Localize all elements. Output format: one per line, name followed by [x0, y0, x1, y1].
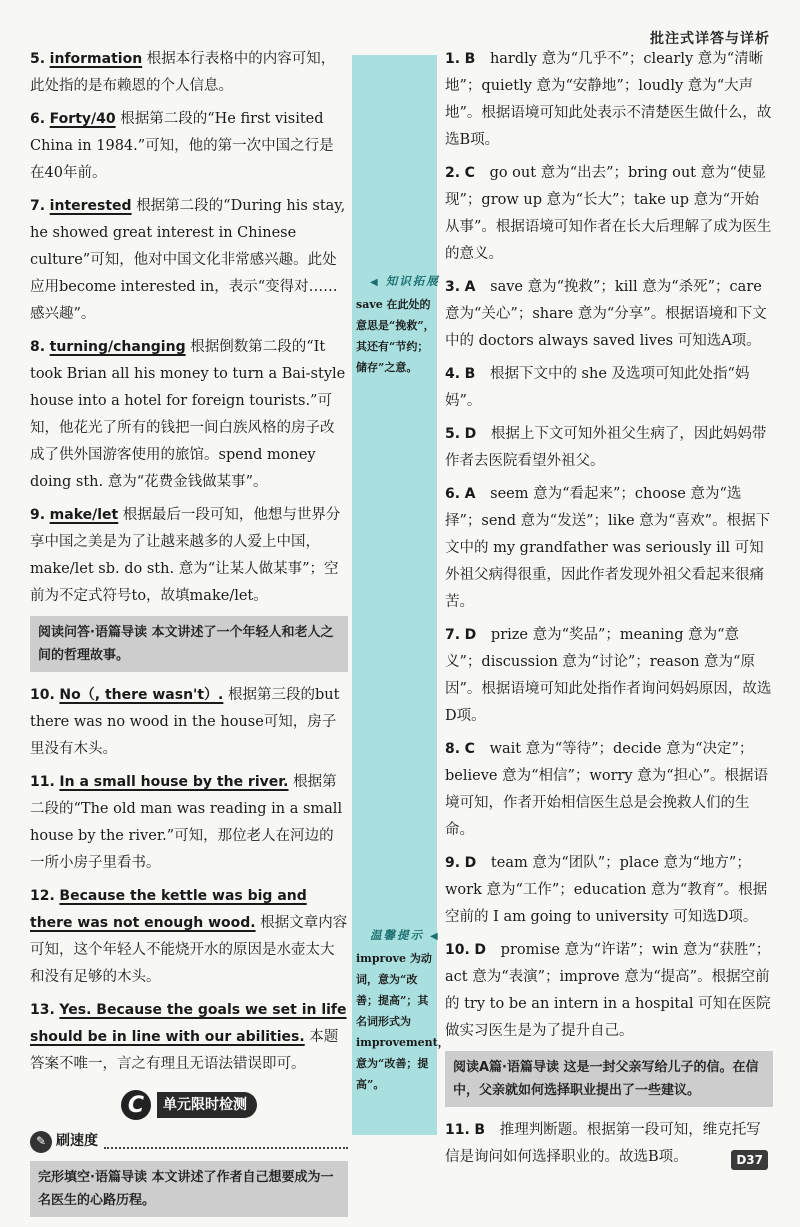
item-explanation: prize 意为“奖品”；meaning 意为“意义”；discussion 意为“讨论”；reason 意为“原因”。根据语境可知此处指作者询问妈妈原因，故选D项。 [445, 627, 772, 724]
item-number: 4. [445, 366, 461, 382]
guide-label: 阅读问答·语篇导读 [38, 625, 147, 640]
unit-test-label: 单元限时检测 [157, 1092, 257, 1118]
item-answer: D [474, 942, 487, 958]
item-answer: turning/changing [49, 339, 186, 355]
left-column [30, 46, 348, 1227]
item-explanation: go out 意为“出去”；bring out 意为“使显现”；grow up 意为“长大”；take up 意为“开始从事”。根据语境可知作者在长大后理解了成为医生的意义。 [445, 165, 772, 262]
page-header: 批注式详答与详析 [650, 31, 770, 47]
answer-item-r5 [445, 421, 773, 475]
speed-icon: ✎ [30, 1131, 52, 1153]
item-answer: C [464, 165, 475, 181]
item-number: 8. [445, 741, 461, 757]
item-number: 6. [30, 111, 46, 127]
answer-item-r4 [445, 361, 773, 415]
answer-item-r8 [445, 736, 773, 844]
answer-item-7 [30, 193, 348, 328]
item-explanation: save 意为“挽救”；kill 意为“杀死”；care 意为“关心”；share 意为“分享”。根据语境和下文中的 doctors always saved lives 可知选A项。 [445, 279, 767, 349]
item-explanation: seem 意为“看起来”；choose 意为“选择”；send 意为“发送”；like 意为“喜欢”。根据下文中的 my grandfather was seriously ill 可知外祖父病得很重，因此作者发现外祖父看起来很痛苦。 [445, 486, 771, 610]
item-answer: information [49, 51, 143, 67]
speed-label: 刷速度 [56, 1133, 98, 1149]
arrow-left-icon: ◀ [370, 277, 380, 288]
guide-text: 本文讲述了一个年轻人和老人之间的哲理故事。 [38, 625, 334, 663]
item-number: 13. [30, 1002, 55, 1018]
item-number: 2. [445, 165, 461, 181]
item-explanation: 根据最后一段可知，他想与世界分享中国之美是为了让越来越多的人爱上中国，make/let sb. do sth. 意为“让某人做某事”；空前为不定式符号to，故填make/let。 [30, 507, 341, 604]
item-explanation: 根据本行表格中的内容可知，此处指的是布赖恩的个人信息。 [30, 51, 336, 94]
item-explanation: 根据文章内容可知，这个年轻人不能烧开水的原因是水壶太大和没有足够的木头。 [30, 915, 348, 985]
arrow-right-icon: ◀ [430, 931, 440, 942]
item-answer: C [464, 741, 475, 757]
item-explanation: 本题答案不唯一，言之有理且无语法错误即可。 [30, 1029, 339, 1072]
item-number: 8. [30, 339, 46, 355]
answer-item-r9 [445, 850, 773, 931]
guide-label: 完形填空·语篇导读 [38, 1170, 147, 1185]
answer-item-12 [30, 883, 348, 991]
answer-item-r6 [445, 481, 773, 616]
item-number: 5. [30, 51, 46, 67]
side-tag-knowledge [370, 268, 440, 296]
answer-item-5 [30, 46, 348, 100]
item-number: 6. [445, 486, 461, 502]
side-note-save: save 在此处的意思是“挽救”，其还有“节约；储存”之意。 [356, 298, 435, 374]
item-number: 10. [445, 942, 470, 958]
item-explanation: hardly 意为“几乎不”；clearly 意为“清晰地”；quietly 意为“安静地”；loudly 意为“大声地”。根据语境可知此处表示不清楚医生做什么，故选B项。 [445, 51, 772, 148]
cloze-guide-box [30, 1161, 348, 1217]
item-answer: A [464, 486, 476, 502]
side-note-improve: improve 为动词，意为“改善；提高”；其名词形式为 improvement，意为“改善；提高”。 [356, 952, 449, 1091]
answer-item-10 [30, 682, 348, 763]
item-explanation: wait 意为“等待”；decide 意为“决定”；believe 意为“相信”；worry 意为“担心”。根据语境可知，作者开始相信医生总是会挽救人们的生命。 [445, 741, 769, 838]
item-number: 10. [30, 687, 55, 703]
item-explanation: 根据第二段的“The old man was reading in a small house by the river.”可知，那位老人在河边的一所小房子里看书。 [30, 774, 343, 871]
answer-item-r1 [445, 46, 773, 154]
side-tag-tip [370, 922, 440, 950]
item-answer: interested [49, 198, 132, 214]
reading-guide-box [30, 616, 348, 672]
answer-item-r11 [445, 1117, 773, 1171]
right-column [445, 46, 773, 1177]
item-answer: Because the kettle was big and there was not enough wood. [30, 888, 307, 931]
item-number: 1. [445, 51, 461, 67]
speed-section-header [30, 1128, 348, 1155]
item-number: 11. [445, 1122, 470, 1138]
guide-text: 这是一封父亲写给儿子的信。在信中，父亲就如何选择职业提出了一些建议。 [453, 1060, 759, 1098]
c-badge-icon: C [121, 1090, 151, 1120]
item-number: 3. [445, 279, 461, 295]
answer-item-r10 [445, 937, 773, 1045]
item-answer: In a small house by the river. [59, 774, 289, 790]
page-number: D37 [731, 1150, 768, 1170]
item-explanation: 根据第二段的“During his stay, he showed great interest in Chinese culture”可知，他对中国文化非常感兴趣。此处应用become interested in，表示“变得对……感兴趣”。 [30, 198, 346, 322]
item-explanation: 根据倒数第二段的“It took Brian all his money to turn a Bai-style house into a hotel for foreign tourists.”可知，他花光了所有的钱把一间白族风格的房子改成了供外国游客使用的旅馆。spend money doing sth. 意为“花费金钱做某事”。 [30, 339, 346, 490]
answer-item-r2 [445, 160, 773, 268]
item-answer: D [464, 627, 477, 643]
item-answer: Yes. Because the goals we set in life should be in line with our abilities. [30, 1002, 347, 1045]
item-number: 9. [445, 855, 461, 871]
item-number: 12. [30, 888, 55, 904]
item-explanation: 推理判断题。根据第一段可知，维克托写信是询问如何选择职业的。故选B项。 [445, 1122, 761, 1165]
item-explanation: 根据上下文可知外祖父生病了，因此妈妈带作者去医院看望外祖父。 [445, 426, 767, 469]
dotted-divider [104, 1135, 348, 1149]
reading-a-guide-box [445, 1051, 773, 1107]
item-number: 5. [445, 426, 461, 442]
item-explanation: team 意为“团队”；place 意为“地方”；work 意为“工作”；education 意为“教育”。根据空前的 I am going to university 可知选D项。 [445, 855, 768, 925]
guide-label: 阅读A篇·语篇导读 [453, 1060, 559, 1075]
answer-item-r3 [445, 274, 773, 355]
item-answer: B [464, 51, 476, 67]
answer-item-8 [30, 334, 348, 496]
item-answer: No（, there wasn't）. [59, 687, 224, 703]
item-answer: Forty/40 [49, 111, 116, 127]
answer-item-9 [30, 502, 348, 610]
item-number: 7. [445, 627, 461, 643]
guide-text: 本文讲述了作者自己想要成为一名医生的心路历程。 [38, 1170, 334, 1208]
item-number: 11. [30, 774, 55, 790]
answer-item-6 [30, 106, 348, 187]
item-number: 7. [30, 198, 46, 214]
item-explanation: promise 意为“许诺”；win 意为“获胜”；act 意为“表演”；improve 意为“提高”。根据空前的 try to be an intern in a hospital 可知在医院做实习医生是为了提升自己。 [445, 942, 771, 1039]
answer-item-r7 [445, 622, 773, 730]
side-tag-knowledge-label: 知识拓展 [385, 274, 440, 288]
item-answer: D [464, 855, 477, 871]
unit-test-banner [30, 1090, 348, 1120]
item-explanation: 根据下文中的 she 及选项可知此处指“妈妈”。 [445, 366, 750, 409]
answer-item-11 [30, 769, 348, 877]
answer-item-13 [30, 997, 348, 1078]
item-explanation: 根据第二段的“He first visited China in 1984.”可知，他的第一次中国之行是在40年前。 [30, 111, 334, 181]
side-tag-tip-label: 温馨提示 [370, 928, 424, 942]
item-answer: make/let [49, 507, 119, 523]
item-number: 9. [30, 507, 46, 523]
item-explanation: 根据第三段的but there was no wood in the house可知，房子里没有木头。 [30, 687, 340, 757]
item-answer: B [474, 1122, 486, 1138]
item-answer: D [464, 426, 477, 442]
item-answer: A [464, 279, 476, 295]
item-answer: B [464, 366, 476, 382]
